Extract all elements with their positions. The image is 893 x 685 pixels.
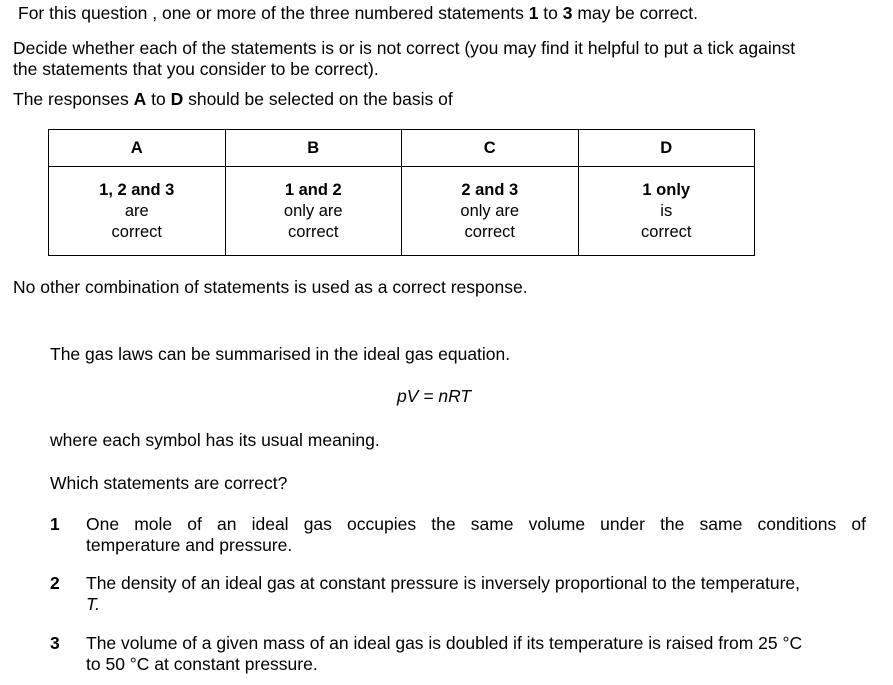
cell-line: 1 and 2 <box>284 180 342 199</box>
header-d: D <box>578 130 755 167</box>
statement-2-text <box>86 573 866 615</box>
cell-line: 1, 2 and 3 <box>99 180 175 199</box>
statement-2-number: 2 <box>50 573 60 593</box>
instruction-text: should be selected on the basis of <box>183 89 453 109</box>
cell-line: correct <box>641 222 692 241</box>
statement-1-text <box>86 514 866 556</box>
header-a: A <box>49 130 226 167</box>
header-b: B <box>225 130 402 167</box>
instruction-line-1 <box>18 3 698 24</box>
cell-line: correct <box>464 222 515 241</box>
instruction-line-4 <box>13 89 453 110</box>
statement-line: T. <box>86 594 100 614</box>
cell-c <box>402 167 579 256</box>
instruction-text: to <box>146 89 171 109</box>
statement-number-ref: 1 <box>528 3 539 23</box>
cell-line: correct <box>288 222 339 241</box>
instruction-text: The responses <box>13 89 134 109</box>
statement-line: temperature and pressure. <box>86 535 293 555</box>
cell-line: only are <box>283 201 343 220</box>
statement-3-number: 3 <box>50 633 60 653</box>
symbol-note: where each symbol has its usual meaning. <box>50 430 380 450</box>
statement-1-number: 1 <box>50 514 60 534</box>
response-letter-ref: A <box>133 89 147 109</box>
instruction-text: For this question , one or more of the three numbered statements <box>18 3 529 23</box>
cell-line: 2 and 3 <box>461 180 519 199</box>
combination-note: No other combination of statements is used as a correct response. <box>13 277 528 297</box>
instruction-text: to <box>538 3 563 23</box>
cell-line: correct <box>111 222 162 241</box>
cell-a <box>49 167 226 256</box>
cell-d <box>578 167 755 256</box>
cell-b <box>225 167 402 256</box>
statement-line: The volume of a given mass of an ideal gas is doubled if its temperature is raised from 25 °C <box>86 633 803 653</box>
statement-line: One mole of an ideal gas occupies the same volume under the same conditions of <box>86 514 866 534</box>
statement-3-text <box>86 633 866 675</box>
cell-line: are <box>124 201 149 220</box>
instruction-line-2: Decide whether each of the statements is or is not correct (you may find it helpful to put a tick against <box>13 38 796 58</box>
cell-line: is <box>660 201 673 220</box>
response-key-table <box>48 129 755 256</box>
ideal-gas-equation: pV = nRT <box>397 386 472 406</box>
statement-line: to 50 °C at constant pressure. <box>86 654 318 674</box>
response-letter-ref: D <box>170 89 184 109</box>
statement-line: The density of an ideal gas at constant pressure is inversely proportional to the temperature, <box>86 573 801 593</box>
question-prompt: Which statements are correct? <box>50 473 288 493</box>
instruction-text: may be correct. <box>572 3 698 23</box>
table-header-row <box>49 130 755 167</box>
cell-line: 1 only <box>642 180 691 199</box>
instruction-line-3: the statements that you consider to be correct). <box>13 59 379 79</box>
table-row <box>49 167 755 256</box>
question-stem: The gas laws can be summarised in the ideal gas equation. <box>50 344 511 364</box>
cell-line: only are <box>460 201 520 220</box>
statement-number-ref: 3 <box>562 3 573 23</box>
header-c: C <box>402 130 579 167</box>
